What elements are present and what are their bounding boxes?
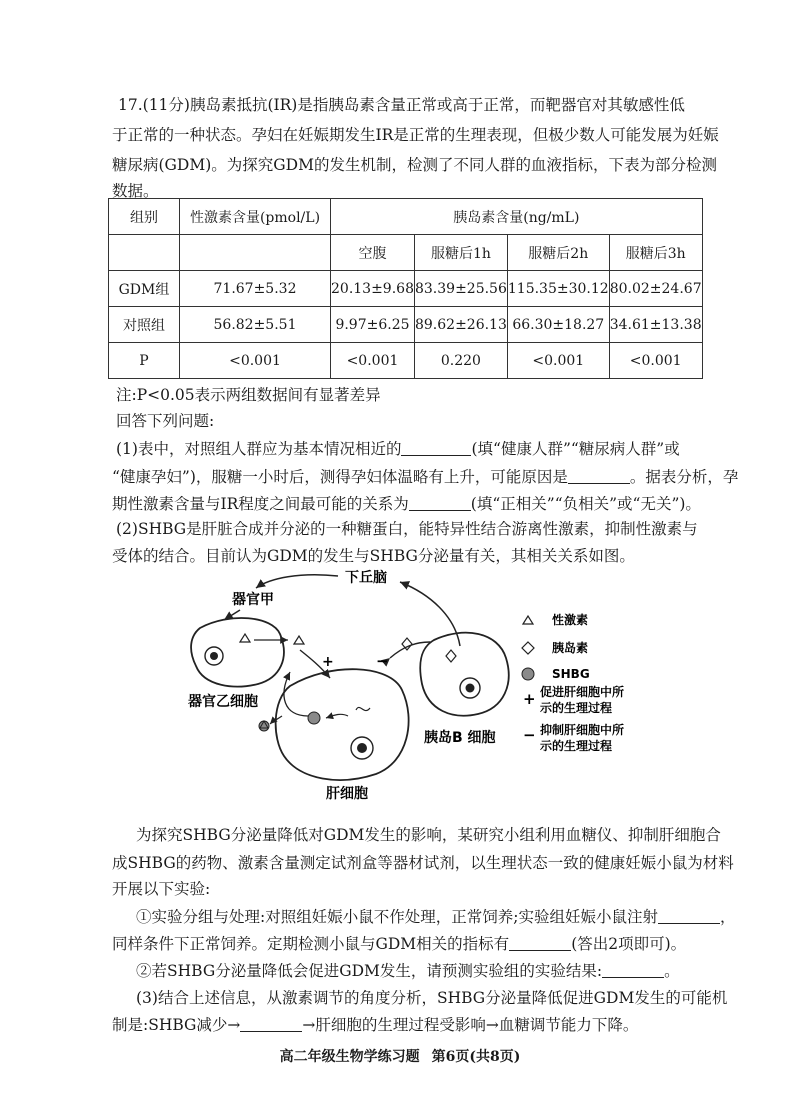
q1-line-2 (112, 462, 739, 492)
q1-text: (1)表中，对照组人群应为基本情况相近的 (116, 440, 402, 458)
table-cell: GDM组 (109, 271, 180, 307)
table-cell: 66.30±18.27 (507, 307, 609, 343)
exp-step-1-line-1 (136, 902, 736, 932)
legend-promote-line-1: 促进肝细胞中所 (540, 685, 625, 699)
islet-nucleolus (466, 684, 475, 693)
table-cell: 34.61±13.38 (609, 307, 702, 343)
exp-step-1-line-2 (112, 929, 708, 959)
table-subheader: 服糖后3h (609, 235, 702, 271)
legend (522, 612, 624, 753)
exp-text: ①实验分组与处理:对照组妊娠小鼠不作处理，正常饲养;实验组妊娠小鼠注射 (136, 908, 658, 926)
minus-sign: − (376, 652, 389, 670)
q2-line-2: 受体的结合。目前认为GDM的发生与SHBG分泌量有关，其相关关系如图。 (112, 547, 635, 565)
exp-text: ， (719, 908, 736, 926)
synthesis-squiggle (356, 707, 370, 710)
arrow-islet-to-hypothalamus (400, 582, 460, 646)
table-empty-cell (109, 235, 180, 271)
legend-triangle-icon (523, 616, 533, 624)
table-cell: 115.35±30.12 (507, 271, 609, 307)
legend-promote-line-2: 示的生理过程 (540, 701, 613, 715)
q3-line-2 (112, 1010, 708, 1040)
arrow-shbg-secretion (326, 714, 348, 718)
table-cell: 71.67±5.32 (180, 271, 331, 307)
data-table (108, 198, 703, 379)
q2-line-1: (2)SHBG是肝脏合成并分泌的一种糖蛋白，能特异性结合游离性激素，抑制性激素与 (116, 520, 698, 538)
table-row (109, 307, 703, 343)
q3-text: →肝细胞的生理过程受影响→血糖调节能力下降。 (302, 1016, 639, 1034)
intro-line-1: 17.(11分)胰岛素抵抗(IR)是指胰岛素含量正常或高于正常，而靶器官对其敏感性低 (118, 96, 685, 114)
answer-blank[interactable] (409, 492, 471, 511)
table-header-insulin: 胰岛素含量(ng/mL) (331, 199, 703, 235)
footer-page: 第6页(共8页) (431, 1049, 521, 1065)
organ-b-label: 器官乙细胞 (188, 694, 258, 710)
table-cell: <0.001 (180, 343, 331, 379)
table-subheader: 服糖后1h (414, 235, 507, 271)
shbg-diagram (180, 566, 650, 802)
table-header-sex-hormone: 性激素含量(pmol/L) (180, 199, 331, 235)
legend-inhibit-line-1: 抑制肝细胞中所 (540, 723, 625, 737)
table-cell: 56.82±5.51 (180, 307, 331, 343)
q1-text: (填“健康人群”“糖尿病人群”或 (471, 440, 680, 458)
exp-text: ②若SHBG分泌量降低会促进GDM发生，请预测实验组的实验结果: (136, 962, 603, 980)
answer-blank[interactable] (602, 959, 664, 978)
intro-line-4: 数据。 (112, 182, 159, 200)
shbg-dot (308, 712, 320, 724)
table-subheader: 服糖后2h (507, 235, 609, 271)
organ-b-nucleolus (210, 652, 218, 660)
q1-text: 期性激素含量与IR程度之间最可能的关系为 (112, 495, 409, 513)
table-cell: 80.02±24.67 (609, 271, 702, 307)
table-cell: P (109, 343, 180, 379)
answer-prompt: 回答下列问题: (116, 412, 215, 430)
table-subheader: 空腹 (331, 235, 415, 271)
exp-text: (答出2项即可)。 (571, 935, 687, 953)
legend-insulin: 胰岛素 (552, 641, 589, 655)
intro-line-2: 于正常的一种状态。孕妇在妊娠期发生IR是正常的生理表现，但极少数人可能发展为妊娠 (112, 126, 719, 144)
q1-text: (填“正相关”“负相关”或“无关”)。 (470, 495, 701, 513)
q3-text: 制是:SHBG减少→ (112, 1016, 241, 1034)
exp-line-3: 开展以下实验: (112, 880, 211, 898)
footer-title: 高二年级生物学练习题 (279, 1049, 420, 1065)
table-empty-cell (180, 235, 331, 271)
answer-blank[interactable] (240, 1013, 302, 1032)
table-row (109, 271, 703, 307)
page-footer (0, 1046, 800, 1066)
exp-step-2 (136, 956, 732, 986)
hypothalamus-label: 下丘脑 (345, 570, 387, 586)
table-cell: <0.001 (507, 343, 609, 379)
q1-text: 。据表分析，孕 (629, 468, 739, 486)
exp-text: 同样条件下正常饲养。定期检测小鼠与GDM相关的指标有 (112, 935, 510, 953)
q3-line-1: (3)结合上述信息，从激素调节的角度分析，SHBG分泌量降低促进GDM发生的可能机 (136, 989, 728, 1007)
insulin-diamond (446, 650, 456, 662)
table-cell: <0.001 (331, 343, 415, 379)
exp-line-2: 成SHBG的药物、激素含量测定试剂盒等器材试剂，以生理状态一致的健康妊娠小鼠为材料 (112, 854, 734, 872)
q1-line-1 (116, 434, 712, 464)
q1-text: “健康孕妇”)，服糖一小时后，测得孕妇体温略有上升，可能原因是 (112, 468, 568, 486)
table-header-group: 组别 (109, 199, 180, 235)
table-cell: 89.62±26.13 (414, 307, 507, 343)
exp-text: 。 (664, 962, 680, 980)
legend-diamond-icon (522, 642, 534, 654)
legend-minus: − (523, 726, 536, 744)
answer-blank[interactable] (658, 905, 720, 924)
organ-b-cell (191, 618, 284, 687)
legend-inhibit-line-2: 示的生理过程 (540, 739, 613, 753)
table-cell: <0.001 (609, 343, 702, 379)
table-cell: 对照组 (109, 307, 180, 343)
table-note: 注:P<0.05表示两组数据间有显著差异 (116, 386, 381, 404)
table-row (109, 343, 703, 379)
table-cell: 9.97±6.25 (331, 307, 415, 343)
islet-b-label: 胰岛B 细胞 (424, 730, 496, 746)
answer-blank[interactable] (568, 465, 630, 484)
sex-hormone-triangle (294, 636, 304, 644)
answer-blank[interactable] (401, 437, 471, 456)
answer-blank[interactable] (509, 932, 571, 951)
legend-sex-hormone: 性激素 (552, 613, 589, 627)
intro-line-3: 糖尿病(GDM)。为探究GDM的发生机制，检测了不同人群的血液指标，下表为部分检测 (112, 156, 717, 174)
table-cell: 20.13±9.68 (331, 271, 415, 307)
arrow-hypothalamus-to-organ-a (256, 575, 338, 588)
exp-line-1: 为探究SHBG分泌量降低对GDM发生的影响，某研究小组利用血糖仪、抑制肝细胞合 (136, 826, 721, 844)
table-cell: 0.220 (414, 343, 507, 379)
liver-nucleolus (357, 743, 367, 753)
liver-label: 肝细胞 (326, 786, 368, 802)
legend-shbg-icon (522, 668, 534, 680)
organ-a-label: 器官甲 (232, 592, 274, 608)
sex-hormone-triangle (240, 634, 250, 642)
islet-b-cell (420, 633, 509, 716)
plus-sign: + (322, 654, 334, 670)
liver-cell (276, 669, 409, 780)
legend-shbg: SHBG (552, 667, 590, 681)
shbg-dot (259, 721, 269, 731)
legend-plus: + (523, 690, 536, 708)
table-cell: 83.39±25.56 (414, 271, 507, 307)
